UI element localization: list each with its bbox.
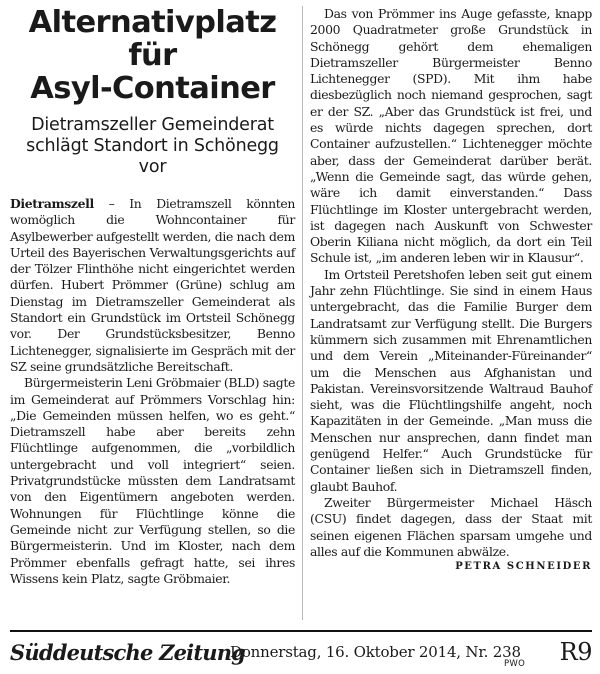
column-divider bbox=[302, 6, 303, 620]
subheadline bbox=[10, 115, 295, 178]
page-footer bbox=[10, 638, 592, 670]
subheadline-line-1: Dietramszeller Gemeinderat bbox=[31, 115, 274, 135]
article-paragraph: Bürgermeisterin Leni Gröbmaier (BLD) sagte im Gemeinderat auf Prömmers Vorschlag hin: „Die Gemeinden müssen helfen, wo es geht.“ Dietramszell habe aber bereits zehn Flüchtlinge aufgenommen, die „vorbildlich untergebracht und voll integriert“ seien. Privatgrundstücke müssten dem Landratsamt von den Eigentümern angeboten werden. Wohnungen für Flüchtlinge könne die Gemeinde nicht zur Verfügung stellen, so die Bürgermeisterin. Und im Kloster, nach dem Prömmer ebenfalls gefragt hatte, sei ihres Wissens kein Platz, sagte Gröbmaier. bbox=[10, 375, 295, 586]
right-body bbox=[310, 6, 592, 560]
edition-code: PWO bbox=[504, 659, 526, 669]
newspaper-logo: Süddeutsche Zeitung bbox=[10, 640, 246, 665]
headline-line-1: Alternativplatz für bbox=[28, 5, 277, 73]
paragraph-text: – In Dietramszell könnten womöglich die Wohncontainer für Asylbewerber aufgestellt werden, die nach dem Urteil des Bayerischen Verwaltungsgerichts auf der Tölzer Flinthöhe nicht eingerichtet werden dürfen. Hubert Prömmer (Grüne) schlug am Dienstag im Dietramszeller Gemeinderat als Standort ein Grundstück im Ortsteil Schönegg vor. Der Grundstücksbesitzer, Benno Lichtenegger, signalisierte im Gespräch mit der SZ seine grundsätzliche Bereitschaft. bbox=[10, 196, 295, 374]
article-paragraph: Zweiter Bürgermeister Michael Häsch (CSU) findet dagegen, dass der Staat mit seinen eigenen Flächen sparsam umgehe und alles auf die Kommunen abwälze. bbox=[310, 494, 592, 559]
article-paragraph: Das von Prömmer ins Auge gefasste, knapp 2000 Quadratmeter große Grundstück in Schönegg gehört dem ehemaligen Dietramszeller Bürgermeister Benno Lichtenegger (SPD). Mit ihm habe diesbezüglich noch niemand gesprochen, sagt er der SZ. „Aber das Grundstück ist frei, und es würde nichts dagegen sprechen, dort Container aufzustellen.“ Lichtenegger möchte aber, dass der Gemeinderat darüber berät. „Wenn die Gemeinde sagt, das würde gehen, wäre ich damit einverstanden.“ Dass Flüchtlinge im Kloster untergebracht werden, ist dagegen nach Auskunft von Schwester Oberin Kiliana nicht möglich, da dort ein Teil Schule ist, „im anderen leben wir in Klausur“. bbox=[310, 6, 592, 266]
left-body bbox=[10, 196, 295, 587]
issue-info: Donnerstag, 16. Oktober 2014, Nr. 238 bbox=[230, 643, 521, 661]
subheadline-line-2: schlägt Standort in Schönegg vor bbox=[26, 136, 279, 177]
footer-divider bbox=[10, 630, 592, 632]
author-byline: PETRA SCHNEIDER bbox=[455, 561, 592, 573]
headline-line-2: Asyl-Container bbox=[30, 71, 275, 106]
headline bbox=[10, 6, 295, 105]
page-number: R9 bbox=[559, 638, 592, 666]
article-paragraph bbox=[10, 196, 295, 375]
left-column bbox=[10, 6, 295, 587]
dateline: Dietramszell bbox=[10, 196, 94, 211]
right-column bbox=[310, 6, 592, 572]
article-paragraph: Im Ortsteil Peretshofen leben seit gut einem Jahr zehn Flüchtlinge. Sie sind in einem Haus untergebracht, das die Familie Burger dem Landratsamt zur Verfügung stellt. Die Burgers kümmern sich zusammen mit Ehrenamtlichen und dem Verein „Miteinander-Füreinander“ um die Menschen aus Afghanistan und Pakistan. Vereinsvorsitzende Waltraud Bauhof sieht, was die Flüchtlingshilfe angeht, noch Kapazitäten in der Gemeinde. „Man muss die Menschen nur ansprechen, dann findet man genügend Helfer.“ Auch Grundstücke für Container ließen sich in Dietramszell finden, glaubt Bauhof. bbox=[310, 266, 592, 494]
